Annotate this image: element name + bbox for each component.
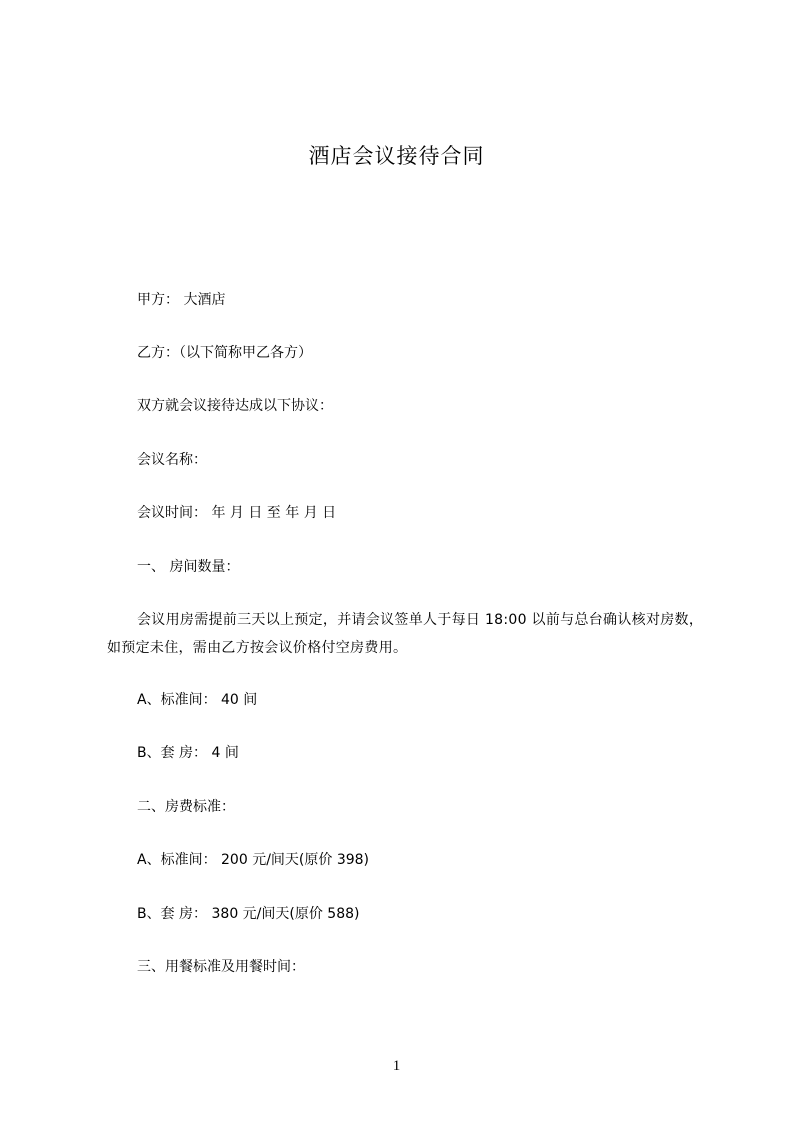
meeting-name-line: 会议名称：: [137, 452, 207, 468]
suite-count-line: B、套 房： 4 间: [137, 745, 239, 761]
suite-rate-line: B、套 房： 380 元/间天(原价 588): [137, 906, 360, 922]
section-dining-heading: 三、用餐标准及用餐时间：: [137, 959, 305, 975]
document-title: 酒店会议接待合同: [308, 144, 485, 168]
party-a-line: 甲方： 大酒店: [137, 292, 226, 308]
meeting-time-line: 会议时间： 年 月 日 至 年 月 日: [137, 505, 337, 521]
standard-room-rate-line: A、标准间： 200 元/间天(原价 398): [137, 852, 370, 868]
section-room-rate-heading: 二、房费标准：: [137, 799, 235, 815]
room-booking-paragraph: 会议用房需提前三天以上预定，并请会议签单人于每日 18:00 以前与总台确认核对房数，如预定未住，需由乙方按会议价格付空房费用。: [107, 612, 704, 656]
page-number: 1: [392, 1058, 401, 1074]
party-b-line: 乙方：（以下简称甲乙各方）: [137, 345, 312, 361]
section-room-count-heading: 一、 房间数量：: [137, 559, 240, 575]
agreement-intro-line: 双方就会议接待达成以下协议：: [137, 398, 333, 414]
standard-room-count-line: A、标准间： 40 间: [137, 692, 258, 708]
